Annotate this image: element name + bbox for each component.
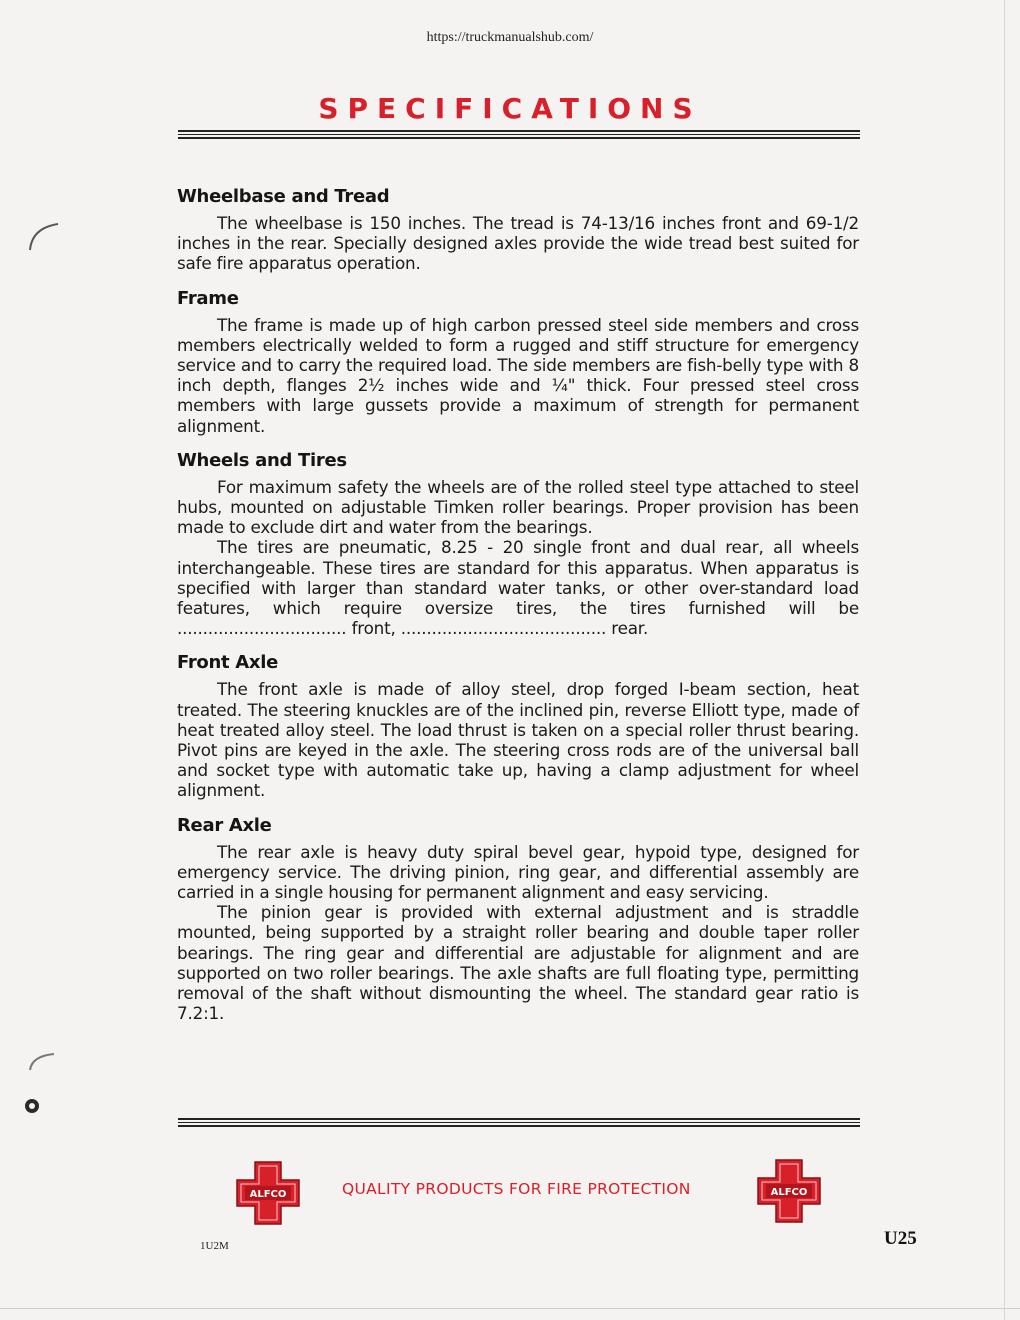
section-heading: Wheels and Tires: [177, 449, 347, 471]
section-rear-axle: [177, 815, 859, 1024]
alfco-logo-icon: [235, 1160, 301, 1226]
title-rule: [178, 130, 860, 141]
source-url[interactable]: https://truckmanualshub.com/: [426, 30, 594, 45]
section-paragraph: The pinion gear is provided with external adjustment and is straddle mounted, being supported by a straight roller bearing and double taper roller bearings. The ring gear and differential are adjustable for alignment and are supported on two roller bearings. The axle shafts are full floating type, permitting removal of the shaft without dismounting the wheel. The standard gear ratio is 7.2:1.: [177, 902, 859, 1024]
section-paragraph: The rear axle is heavy duty spiral bevel gear, hypoid type, designed for emergency service. The driving pinion, ring gear, and differential assembly are carried in a single housing for permanent alignment and easy servicing.: [177, 841, 859, 903]
specifications-body: [177, 186, 859, 1038]
section-paragraph: The frame is made up of high carbon pressed steel side members and cross members electrically welded to form a rugged and stiff structure for emergency service and to carry the required load. The side members are fish-belly type with 8 inch depth, flanges 2½ inches wide and ¼" thick. Four pressed steel cross members with large gussets provide a maximum of strength for permanent alignment.: [177, 314, 859, 436]
footer-tagline: QUALITY PRODUCTS FOR FIRE PROTECTION: [342, 1180, 691, 1198]
section-frame: [177, 288, 859, 436]
section-heading: Wheelbase and Tread: [177, 186, 390, 207]
section-paragraph: For maximum safety the wheels are of the rolled steel type attached to steel hubs, mounted on adjustable Timken roller bearings. Proper provision has been made to exclude dirt and water from the bearings.: [177, 476, 859, 538]
stamp-mark-icon: [24, 1098, 40, 1114]
logo-text: ALFCO: [770, 1187, 808, 1198]
section-heading: Rear Axle: [177, 814, 272, 836]
footer-rule: [178, 1118, 860, 1129]
section-paragraph: The front axle is made of alloy steel, drop forged I-beam section, heat treated. The steering knuckles are of the inclined pin, reverse Elliott type, made of heat treated alloy steel. The load thrust is taken on a special roller thrust bearing. Pivot pins are keyed in the axle. The steering cross rods are of the universal ball and socket type with automatic take up, having a clamp adjustment for wheel alignment.: [177, 679, 859, 801]
alfco-logo-icon: [756, 1158, 822, 1224]
binder-hole-mark-icon: [28, 222, 68, 252]
section-paragraph: The tires are pneumatic, 8.25 - 20 single front and dual rear, all wheels interchangeable. These tires are standard for this apparatus. When apparatus is specified with larger than standard water tanks, or other over-standard load features, which require oversize tires, the tires furnished will be ................................. front, ........................................ rear.: [177, 537, 859, 639]
section-paragraph: The wheelbase is 150 inches. The tread is 74-13/16 inches front and 69-1/2 inches in the rear. Specially designed axles provide the wide tread best suited for safe fire apparatus operation.: [177, 213, 859, 274]
section-wheels-tires: [177, 450, 859, 639]
page-number: U25: [884, 1228, 917, 1249]
page-edge: [1004, 0, 1005, 1320]
form-code: 1U2M: [200, 1240, 229, 1252]
section-heading: Front Axle: [177, 652, 278, 674]
section-wheelbase-tread: [177, 186, 859, 274]
page-title: SPECIFICATIONS: [318, 92, 702, 125]
section-heading: Frame: [177, 287, 239, 309]
binder-hole-mark-icon: [28, 1052, 64, 1072]
section-front-axle: [177, 652, 859, 800]
page-bottom-edge: [0, 1308, 1020, 1309]
logo-text: ALFCO: [249, 1189, 287, 1200]
